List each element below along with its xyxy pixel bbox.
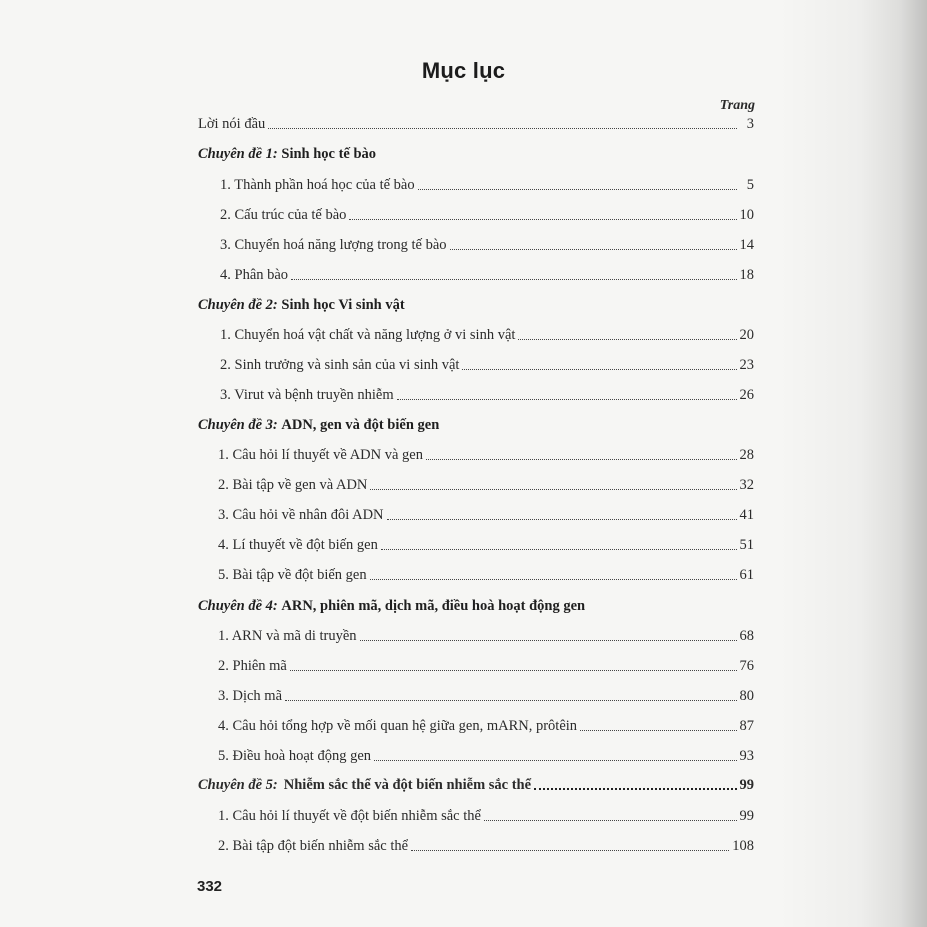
toc-entry-row[interactable] — [218, 718, 754, 735]
toc-entry-row[interactable] — [218, 688, 754, 705]
toc-page-number: 41 — [739, 507, 754, 523]
dot-leader — [374, 760, 736, 761]
toc-entry-row[interactable] — [218, 477, 754, 494]
chapter-name: Sinh học tế bào — [281, 146, 377, 162]
toc-page-number: 51 — [739, 537, 754, 553]
chapter-lead: Chuyên đề 1: — [198, 146, 278, 162]
page-spine-shadow — [777, 0, 927, 927]
dot-leader — [397, 399, 737, 400]
dot-leader — [462, 369, 736, 370]
toc-page-number: 10 — [739, 207, 754, 223]
dot-leader — [518, 339, 736, 340]
chapter-heading[interactable] — [198, 146, 376, 163]
dot-leader — [349, 219, 736, 220]
dot-leader — [580, 730, 736, 731]
dot-leader — [534, 788, 736, 790]
chapter-lead: Chuyên đề 5: — [198, 777, 278, 793]
toc-page-number: 3 — [746, 116, 754, 132]
toc-entry-label: 2. Bài tập đột biến nhiễm sắc thể — [218, 838, 409, 854]
toc-entry-row[interactable] — [220, 267, 754, 284]
chapter-lead: Chuyên đề 3: — [198, 417, 278, 433]
chapter-heading[interactable] — [198, 598, 585, 615]
toc-entry-label: 5. Bài tập về đột biến gen — [218, 567, 367, 583]
toc-entry-row[interactable] — [218, 567, 754, 584]
toc-page-number: 5 — [746, 177, 754, 193]
dot-leader — [387, 519, 737, 520]
toc-entry-label: 3. Câu hỏi về nhân đôi ADN — [218, 507, 384, 523]
chapter-name: ADN, gen và đột biến gen — [281, 417, 440, 433]
toc-entry-label: 4. Lí thuyết về đột biến gen — [218, 537, 378, 553]
toc-page-number: 76 — [739, 658, 754, 674]
toc-entry-label: 1. Câu hỏi lí thuyết về đột biến nhiễm sắc thể — [218, 808, 481, 824]
toc-entry-label: 5. Điều hoà hoạt động gen — [218, 748, 372, 764]
dot-leader — [484, 820, 737, 821]
chapter-name: Nhiễm sắc thể và đột biến nhiễm sắc thể — [283, 777, 532, 793]
chapter-lead: Chuyên đề 4: — [198, 598, 278, 614]
toc-page-number: 18 — [739, 267, 754, 283]
chapter-lead: Chuyên đề 2: — [198, 297, 278, 313]
toc-page-number: 14 — [739, 237, 754, 253]
toc-entry-label: 4. Câu hỏi tổng hợp về mối quan hệ giữa gen, mARN, prôtêin — [218, 718, 578, 734]
toc-entry-row[interactable] — [220, 177, 754, 194]
toc-entry-label: 2. Sinh trưởng và sinh sản của vi sinh vật — [220, 357, 460, 373]
toc-entry-label: Lời nói đầu — [198, 116, 266, 132]
chapter-name: ARN, phiên mã, dịch mã, điều hoà hoạt động gen — [281, 598, 586, 614]
dot-leader — [268, 128, 737, 129]
toc-entry-label: 2. Bài tập về gen và ADN — [218, 477, 368, 493]
toc-entry-label: 1. ARN và mã di truyền — [218, 628, 357, 644]
page-column-label: Trang — [719, 98, 755, 113]
dot-leader — [418, 189, 737, 190]
dot-leader — [285, 700, 736, 701]
page-title: Mục lục — [421, 58, 506, 83]
toc-page-number: 99 — [739, 808, 754, 824]
toc-entry-row[interactable] — [220, 327, 754, 344]
toc-entry-label: 4. Phân bào — [220, 267, 289, 283]
toc-entry-label: 1. Thành phần hoá học của tế bào — [220, 177, 415, 193]
chapter-heading[interactable] — [198, 777, 754, 794]
toc-page-number: 61 — [739, 567, 754, 583]
dot-leader — [450, 249, 737, 250]
toc-entry-row[interactable] — [218, 838, 754, 855]
chapter-heading[interactable] — [198, 417, 439, 434]
toc-entry-label: 1. Câu hỏi lí thuyết về ADN và gen — [218, 447, 423, 463]
toc-entry-row[interactable] — [218, 808, 754, 825]
toc-entry-label: 2. Cấu trúc của tế bào — [220, 207, 347, 223]
toc-page-number: 68 — [739, 628, 754, 644]
toc-page-number: 87 — [739, 718, 754, 734]
toc-entry-label: 3. Virut và bệnh truyền nhiễm — [220, 387, 394, 403]
toc-page-number: 26 — [739, 387, 754, 403]
toc-page-number: 108 — [732, 838, 754, 854]
dot-leader — [290, 670, 737, 671]
toc-entry-label: 1. Chuyển hoá vật chất và năng lượng ở vi sinh vật — [220, 327, 516, 343]
dot-leader — [360, 640, 737, 641]
toc-page-number: 93 — [739, 748, 754, 764]
toc-entry-row[interactable] — [218, 748, 754, 765]
toc-entry-row[interactable] — [218, 537, 754, 554]
dot-leader — [291, 279, 736, 280]
toc-preface-row[interactable] — [198, 116, 754, 133]
toc-entry-row[interactable] — [218, 628, 754, 645]
dot-leader — [411, 850, 729, 851]
toc-page-number: 99 — [739, 777, 754, 793]
toc-page-number: 20 — [739, 327, 754, 343]
toc-entry-row[interactable] — [220, 237, 754, 254]
toc-page-number: 23 — [739, 357, 754, 373]
toc-page-number: 28 — [739, 447, 754, 463]
page-number: 332 — [197, 878, 223, 895]
toc-entry-row[interactable] — [218, 658, 754, 675]
toc-entry-label: 3. Dịch mã — [218, 688, 283, 704]
toc-entry-label: 2. Phiên mã — [218, 658, 287, 674]
dot-leader — [381, 549, 737, 550]
dot-leader — [370, 579, 737, 580]
toc-entry-row[interactable] — [220, 207, 754, 224]
toc-page-number: 80 — [739, 688, 754, 704]
toc-entry-row[interactable] — [218, 507, 754, 524]
toc-entry-row[interactable] — [220, 387, 754, 404]
dot-leader — [370, 489, 736, 490]
chapter-name: Sinh học Vi sinh vật — [281, 297, 405, 313]
chapter-heading[interactable] — [198, 297, 405, 314]
toc-entry-label: 3. Chuyển hoá năng lượng trong tế bào — [220, 237, 447, 253]
toc-entry-row[interactable] — [218, 447, 754, 464]
toc-entry-row[interactable] — [220, 357, 754, 374]
toc-page-number: 32 — [739, 477, 754, 493]
dot-leader — [426, 459, 737, 460]
